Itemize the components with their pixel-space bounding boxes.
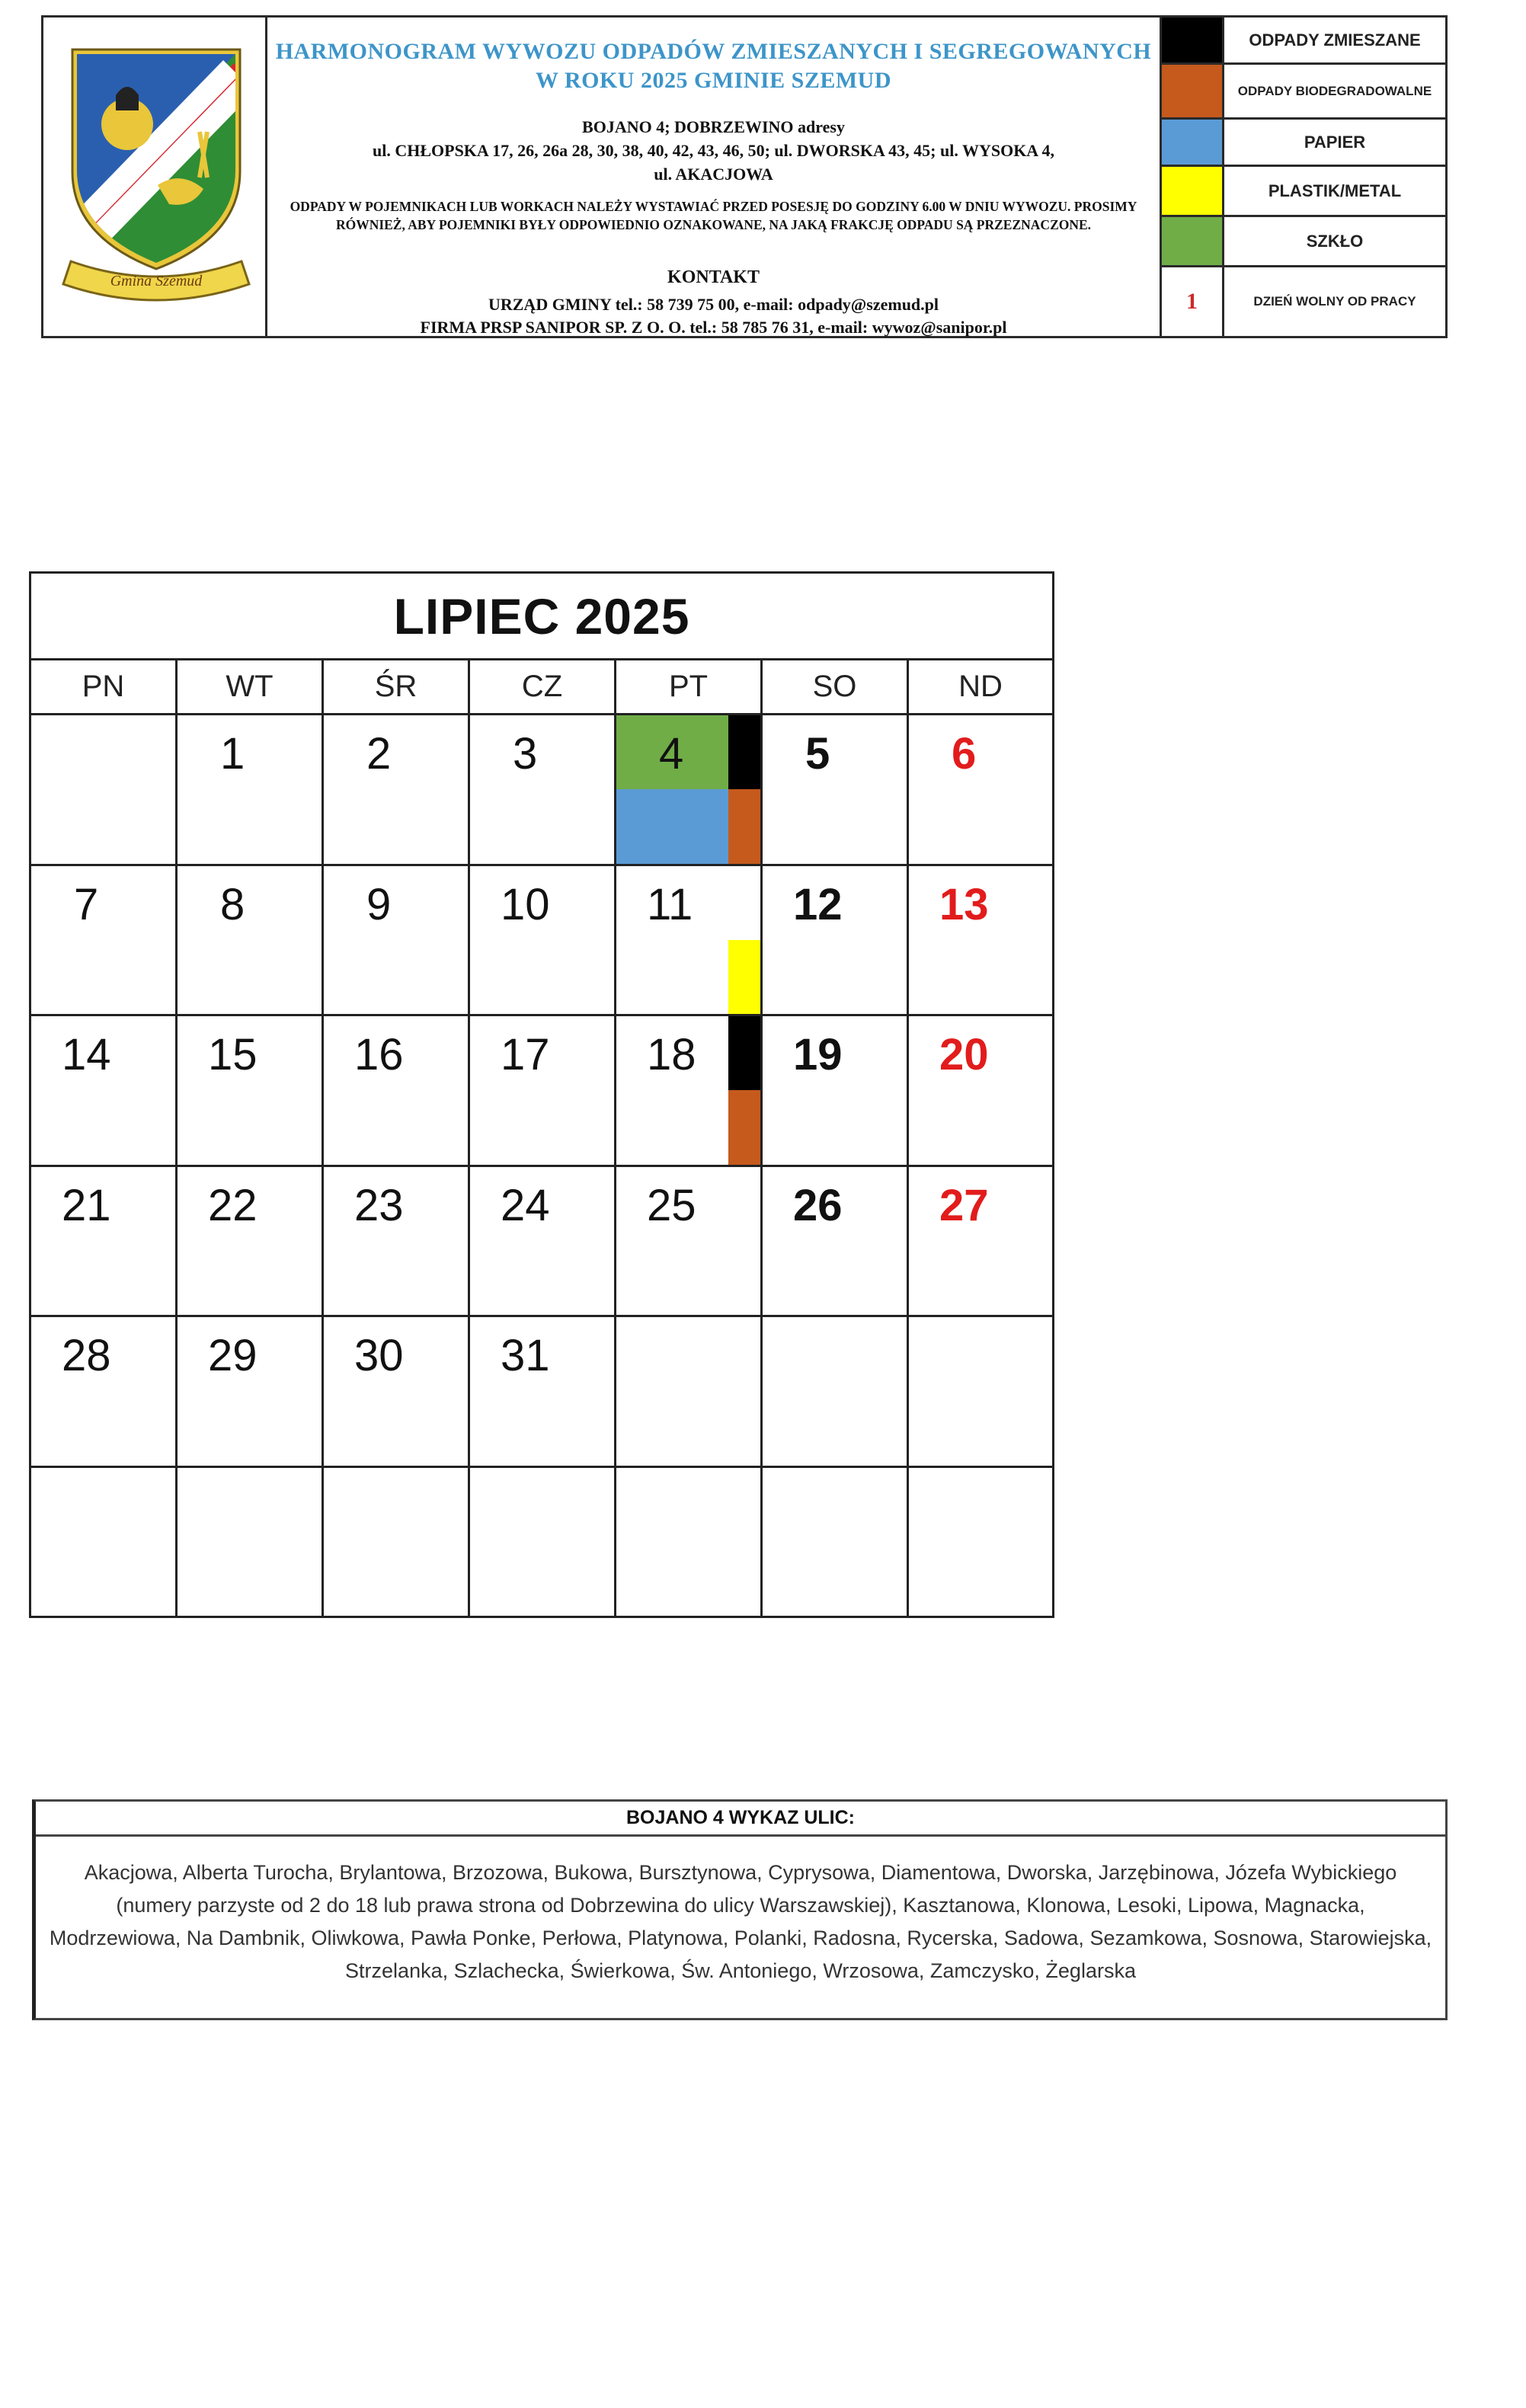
calendar-day-cell <box>324 1016 470 1167</box>
day-number: 17 <box>501 1030 550 1079</box>
contact-heading: KONTAKT <box>667 267 760 287</box>
day-number: 23 <box>354 1180 404 1230</box>
day-number: 4 <box>659 729 684 779</box>
legend-item-holiday: 1 DZIEŃ WOLNY OD PRACY <box>1162 267 1445 336</box>
day-number: 29 <box>208 1331 258 1380</box>
day-number: 25 <box>647 1180 696 1230</box>
calendar-day-cell <box>616 866 763 1017</box>
logo-cell <box>43 18 267 336</box>
day-number: 1 <box>220 729 245 779</box>
calendar-day-cell <box>909 1167 1052 1318</box>
calendar-day-cell <box>324 1468 470 1619</box>
collection-mark <box>728 1090 760 1164</box>
day-number: 6 <box>952 729 977 779</box>
calendar-day-cell <box>909 715 1052 866</box>
legend-swatch <box>1162 18 1224 62</box>
collection-mark <box>616 789 728 863</box>
calendar-day-cell <box>324 715 470 866</box>
calendar-day-cell <box>470 866 616 1017</box>
holiday-number: 1 <box>1162 267 1224 336</box>
day-number: 8 <box>220 879 245 929</box>
day-number: 15 <box>208 1030 258 1079</box>
day-number: 19 <box>793 1030 843 1079</box>
day-number: 9 <box>366 879 392 929</box>
contact-office: URZĄD GMINY tel.: 58 739 75 00, e-mail: odpady@szemud.pl <box>488 295 939 314</box>
weekday-header: WT <box>178 660 324 715</box>
weekday-header: ŚR <box>324 660 470 715</box>
calendar-day-cell <box>909 1016 1052 1167</box>
legend-item-glass: SZKŁO <box>1162 217 1445 267</box>
calendar-day-cell <box>31 866 178 1017</box>
day-number: 2 <box>366 729 392 779</box>
weekday-header: PN <box>31 660 178 715</box>
day-number: 7 <box>74 879 99 929</box>
day-number: 5 <box>805 729 830 779</box>
calendar-day-cell <box>178 866 324 1017</box>
calendar-day-cell <box>324 866 470 1017</box>
calendar-day-cell <box>31 1468 178 1619</box>
day-number: 22 <box>208 1180 258 1230</box>
calendar-day-cell <box>909 866 1052 1017</box>
calendar-day-cell <box>31 1016 178 1167</box>
day-number: 12 <box>793 879 843 929</box>
collection-notice: ODPADY W POJEMNIKACH LUB WORKACH NALEŻY WYSTAWIAĆ PRZED POSESJĘ DO GODZINY 6.00 W DNIU WYWOZU. PROSIMY RÓWNIEŻ, ABY POJEMNIKI BYŁY ODPOWIEDNIO OZNAKOWANE, NA JAKĄ FRAKCJĘ ODPADU SĄ PRZEZNACZONE. <box>290 199 1137 232</box>
legend-swatch <box>1162 167 1224 215</box>
day-number: 18 <box>647 1030 696 1079</box>
day-number: 13 <box>939 879 989 929</box>
day-number: 31 <box>501 1331 550 1380</box>
schedule-header <box>41 15 1448 338</box>
collection-mark <box>728 1016 760 1090</box>
day-number: 26 <box>793 1180 843 1230</box>
weekday-header: ND <box>909 660 1052 715</box>
calendar-day-cell <box>470 1167 616 1318</box>
calendar-day-cell <box>178 715 324 866</box>
calendar-day-cell <box>616 1167 763 1318</box>
collection-mark <box>728 715 760 789</box>
street-list-heading: BOJANO 4 WYKAZ ULIC: <box>36 1802 1445 1837</box>
calendar-day-cell <box>470 715 616 866</box>
calendar-day-cell <box>616 715 763 866</box>
day-number: 16 <box>354 1030 404 1079</box>
calendar-day-cell <box>178 1317 324 1468</box>
collection-mark <box>728 940 760 1014</box>
street-list-text: Akacjowa, Alberta Turocha, Brylantowa, Brzozowa, Bukowa, Bursztynowa, Cyprysowa, Diamentowa, Dworska, Jarzębinowa, Józefa Wybickiego (numery parzyste od 2 do 18 lub prawa strona od Dobrzewina do ulicy Warszawskiej), Kasztanowa, Klonowa, Lesoki, Lipowa, Magnacka, Modrzewiowa, Na Dambnik, Oliwkowa, Pawła Ponke, Perłowa, Platynowa, Polanki, Radosna, Rycerska, Sadowa, Sezamkowa, Sosnowa, Starowiejska, Strzelanka, Szlachecka, Świerkowa, Św. Antoniego, Wrzosowa, Zamczysko, Żeglarska <box>49 1861 1432 1982</box>
calendar-day-cell <box>31 1167 178 1318</box>
calendar-day-cell <box>616 1468 763 1619</box>
calendar-day-cell <box>763 1317 909 1468</box>
weekday-header: CZ <box>470 660 616 715</box>
legend-item-bio: ODPADY BIODEGRADOWALNE <box>1162 65 1445 120</box>
calendar-title: LIPIEC 2025 <box>31 574 1052 660</box>
calendar-day-cell <box>616 1016 763 1167</box>
day-number: 28 <box>62 1331 111 1380</box>
waste-legend <box>1162 18 1445 336</box>
info-cell <box>267 18 1162 336</box>
calendar-day-cell <box>178 1016 324 1167</box>
calendar-day-cell <box>763 866 909 1017</box>
calendar-day-cell <box>470 1317 616 1468</box>
calendar-day-cell <box>178 1167 324 1318</box>
calendar-day-cell <box>31 715 178 866</box>
day-number: 14 <box>62 1030 111 1079</box>
calendar-day-cell <box>909 1317 1052 1468</box>
day-number: 3 <box>513 729 538 779</box>
calendar-day-cell <box>178 1468 324 1619</box>
collection-mark <box>728 789 760 863</box>
legend-item-paper: PAPIER <box>1162 120 1445 167</box>
calendar-july-2025 <box>29 571 1054 1618</box>
calendar-day-cell <box>470 1016 616 1167</box>
day-number: 30 <box>354 1331 404 1380</box>
day-number: 10 <box>501 879 550 929</box>
legend-item-plastic: PLASTIK/METAL <box>1162 167 1445 217</box>
day-number: 11 <box>647 879 693 929</box>
calendar-day-cell <box>763 1468 909 1619</box>
calendar-day-cell <box>31 1317 178 1468</box>
gmina-szemud-coat-of-arms-logo <box>43 18 267 336</box>
calendar-day-cell <box>470 1468 616 1619</box>
street-list <box>32 1799 1448 2020</box>
address-block: BOJANO 4; DOBRZEWINO adresy ul. CHŁOPSKA 17, 26, 26a 28, 30, 38, 40, 42, 43, 46, 50; ul. DWORSKA 43, 45; ul. WYSOKA 4, ul. AKACJOWA <box>373 117 1054 184</box>
calendar-day-cell <box>763 715 909 866</box>
calendar-day-cell <box>324 1167 470 1318</box>
schedule-title: HARMONOGRAM WYWOZU ODPADÓW ZMIESZANYCH I SEGREGOWANYCH W ROKU 2025 GMINIE SZEMUD <box>275 39 1152 93</box>
legend-item-mixed: ODPADY ZMIESZANE <box>1162 18 1445 65</box>
day-number: 27 <box>939 1180 989 1230</box>
calendar-day-cell <box>324 1317 470 1468</box>
contact-company: FIRMA PRSP SANIPOR SP. Z O. O. tel.: 58 785 76 31, e-mail: wywoz@sanipor.pl <box>420 318 1007 337</box>
logo-ribbon-text: Gmina Szemud <box>110 273 203 289</box>
legend-swatch <box>1162 217 1224 265</box>
day-number: 21 <box>62 1180 111 1230</box>
calendar-day-cell <box>763 1167 909 1318</box>
legend-swatch <box>1162 120 1224 165</box>
calendar-day-cell <box>909 1468 1052 1619</box>
day-number: 24 <box>501 1180 550 1230</box>
weekday-header: PT <box>616 660 763 715</box>
calendar-day-cell <box>616 1317 763 1468</box>
day-number: 20 <box>939 1030 989 1079</box>
calendar-day-cell <box>763 1016 909 1167</box>
legend-swatch <box>1162 65 1224 117</box>
weekday-header: SO <box>763 660 909 715</box>
